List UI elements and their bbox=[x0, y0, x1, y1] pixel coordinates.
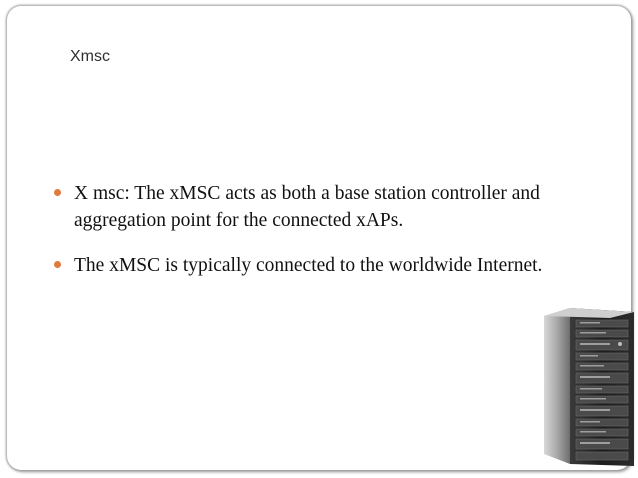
slide-title: Xmsc bbox=[70, 48, 110, 65]
bullet-text: The xMSC is typically connected to the worldwide Internet. bbox=[74, 255, 543, 276]
bullet-item bbox=[52, 252, 592, 279]
bullet-item bbox=[52, 180, 592, 234]
server-rack-icon bbox=[540, 306, 636, 466]
bullet-list bbox=[52, 180, 592, 297]
bullet-dot-icon bbox=[54, 261, 61, 268]
bullet-dot-icon bbox=[54, 189, 61, 196]
bullet-text: X msc: The xMSC acts as both a base station controller and aggregation point for the connected xAPs. bbox=[74, 183, 540, 231]
